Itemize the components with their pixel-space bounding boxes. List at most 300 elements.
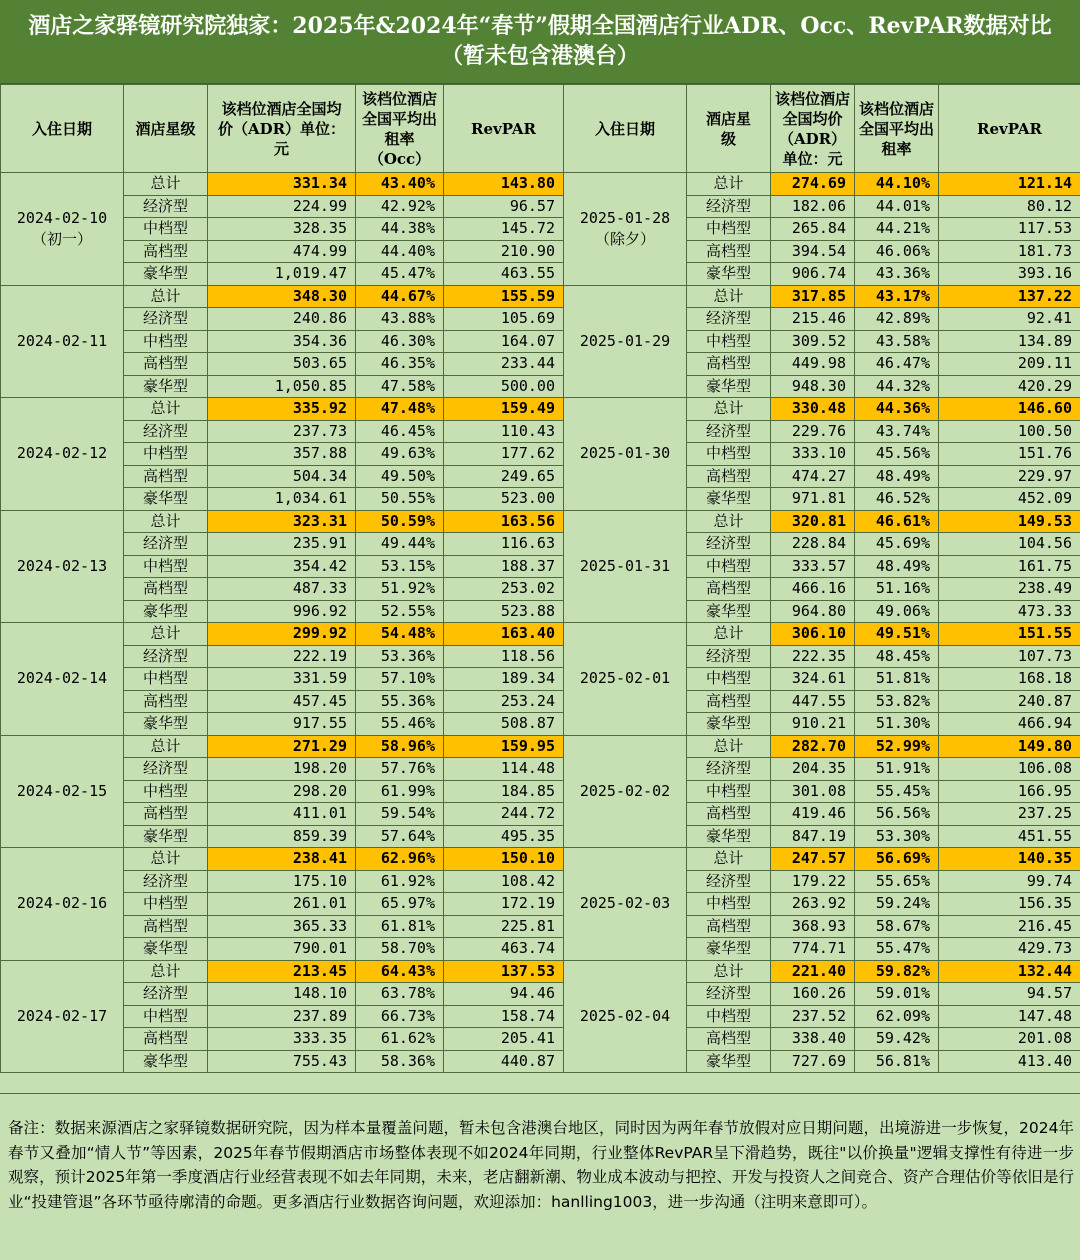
table-row: [1, 420, 1080, 443]
adr-2025-cell: 466.16: [771, 578, 855, 601]
star-2025-cell: 高档型: [687, 353, 771, 376]
revpar-2025-cell: 121.14: [939, 173, 1080, 196]
adr-2025-cell: 948.30: [771, 375, 855, 398]
header-star-2025: 酒店星级: [687, 85, 771, 173]
adr-2024-cell: 299.92: [208, 623, 356, 646]
revpar-2025-cell: 140.35: [939, 848, 1080, 871]
adr-2024-cell: 1,019.47: [208, 263, 356, 286]
occ-2025-cell: 46.47%: [855, 353, 939, 376]
checkin-date-2025: [564, 848, 687, 961]
revpar-2024-cell: 150.10: [444, 848, 564, 871]
adr-2024-cell: 365.33: [208, 915, 356, 938]
adr-2025-cell: 247.57: [771, 848, 855, 871]
revpar-2025-cell: 99.74: [939, 870, 1080, 893]
occ-2025-cell: 46.06%: [855, 240, 939, 263]
date-2024-label: 2024-02-16: [16, 894, 108, 913]
revpar-2025-cell: 393.16: [939, 263, 1080, 286]
header-revpar-2025: RevPAR: [939, 85, 1080, 173]
star-2024-cell: 经济型: [124, 645, 208, 668]
revpar-2025-cell: 161.75: [939, 555, 1080, 578]
revpar-2024-cell: 523.00: [444, 488, 564, 511]
date-2025-label: 2025-01-30: [579, 444, 671, 463]
date-2025-label: 2025-02-01: [579, 669, 671, 688]
revpar-2025-cell: 166.95: [939, 780, 1080, 803]
occ-2024-cell: 49.44%: [356, 533, 444, 556]
header-star-2024: 酒店星级: [124, 85, 208, 173]
adr-2025-cell: 263.92: [771, 893, 855, 916]
date-2024-label: 2024-02-15: [16, 781, 108, 800]
revpar-2025-cell: 420.29: [939, 375, 1080, 398]
occ-2024-cell: 47.58%: [356, 375, 444, 398]
checkin-date-2025: [564, 398, 687, 511]
star-2024-cell: 总计: [124, 510, 208, 533]
hotel-data-table: [0, 84, 1080, 1073]
star-2025-cell: 经济型: [687, 645, 771, 668]
occ-2025-cell: 52.99%: [855, 735, 939, 758]
adr-2024-cell: 298.20: [208, 780, 356, 803]
occ-2024-cell: 52.55%: [356, 600, 444, 623]
occ-2025-cell: 55.45%: [855, 780, 939, 803]
adr-2025-cell: 274.69: [771, 173, 855, 196]
occ-2025-cell: 58.67%: [855, 915, 939, 938]
star-2024-cell: 高档型: [124, 1028, 208, 1051]
table-row: [1, 308, 1080, 331]
star-2025-cell: 总计: [687, 623, 771, 646]
revpar-2025-cell: 201.08: [939, 1028, 1080, 1051]
star-2024-cell: 中档型: [124, 780, 208, 803]
revpar-2024-cell: 159.49: [444, 398, 564, 421]
adr-2025-cell: 394.54: [771, 240, 855, 263]
date-2024-label: 2024-02-17: [16, 1006, 108, 1025]
adr-2025-cell: 906.74: [771, 263, 855, 286]
revpar-2024-cell: 244.72: [444, 803, 564, 826]
occ-2025-cell: 62.09%: [855, 1005, 939, 1028]
occ-2025-cell: 51.91%: [855, 758, 939, 781]
adr-2025-cell: 419.46: [771, 803, 855, 826]
adr-2024-cell: 237.89: [208, 1005, 356, 1028]
revpar-2024-cell: 110.43: [444, 420, 564, 443]
occ-2025-cell: 48.49%: [855, 555, 939, 578]
star-2024-cell: 中档型: [124, 668, 208, 691]
star-2025-cell: 经济型: [687, 870, 771, 893]
star-2024-cell: 豪华型: [124, 825, 208, 848]
table-row: [1, 1050, 1080, 1073]
star-2025-cell: 豪华型: [687, 375, 771, 398]
star-2025-cell: 豪华型: [687, 713, 771, 736]
occ-2024-cell: 58.70%: [356, 938, 444, 961]
date-2024-label: 2024-02-11: [16, 331, 108, 350]
star-2024-cell: 豪华型: [124, 713, 208, 736]
revpar-2025-cell: 229.97: [939, 465, 1080, 488]
table-row: [1, 623, 1080, 646]
header-occ-2025: 该档位酒店全国平均出租率: [855, 85, 939, 173]
revpar-2025-cell: 429.73: [939, 938, 1080, 961]
revpar-2024-cell: 440.87: [444, 1050, 564, 1073]
adr-2025-cell: 330.48: [771, 398, 855, 421]
star-2025-cell: 中档型: [687, 1005, 771, 1028]
star-2024-cell: 总计: [124, 285, 208, 308]
adr-2024-cell: 457.45: [208, 690, 356, 713]
occ-2024-cell: 63.78%: [356, 983, 444, 1006]
revpar-2024-cell: 94.46: [444, 983, 564, 1006]
revpar-2025-cell: 240.87: [939, 690, 1080, 713]
star-2025-cell: 豪华型: [687, 600, 771, 623]
revpar-2025-cell: 80.12: [939, 195, 1080, 218]
adr-2025-cell: 221.40: [771, 960, 855, 983]
star-2024-cell: 经济型: [124, 533, 208, 556]
table-row: [1, 758, 1080, 781]
revpar-2025-cell: 209.11: [939, 353, 1080, 376]
table-row: [1, 893, 1080, 916]
star-2025-cell: 豪华型: [687, 488, 771, 511]
star-2024-cell: 总计: [124, 623, 208, 646]
occ-2025-cell: 43.36%: [855, 263, 939, 286]
adr-2024-cell: 331.34: [208, 173, 356, 196]
table-row: [1, 735, 1080, 758]
star-2025-cell: 总计: [687, 848, 771, 871]
revpar-2025-cell: 100.50: [939, 420, 1080, 443]
occ-2025-cell: 59.01%: [855, 983, 939, 1006]
adr-2024-cell: 411.01: [208, 803, 356, 826]
checkin-date-2024: [1, 398, 124, 511]
adr-2025-cell: 449.98: [771, 353, 855, 376]
adr-2024-cell: 222.19: [208, 645, 356, 668]
star-2025-cell: 高档型: [687, 915, 771, 938]
occ-2024-cell: 53.36%: [356, 645, 444, 668]
revpar-2025-cell: 117.53: [939, 218, 1080, 241]
star-2025-cell: 总计: [687, 735, 771, 758]
star-2025-cell: 中档型: [687, 555, 771, 578]
table-row: [1, 825, 1080, 848]
occ-2024-cell: 55.36%: [356, 690, 444, 713]
revpar-2025-cell: 106.08: [939, 758, 1080, 781]
adr-2025-cell: 237.52: [771, 1005, 855, 1028]
star-2025-cell: 高档型: [687, 1028, 771, 1051]
adr-2024-cell: 348.30: [208, 285, 356, 308]
occ-2024-cell: 51.92%: [356, 578, 444, 601]
table-row: [1, 938, 1080, 961]
adr-2025-cell: 160.26: [771, 983, 855, 1006]
revpar-2025-cell: 137.22: [939, 285, 1080, 308]
occ-2025-cell: 46.52%: [855, 488, 939, 511]
date-2025-label: 2025-01-31: [579, 556, 671, 575]
table-row: [1, 263, 1080, 286]
star-2025-cell: 经济型: [687, 533, 771, 556]
adr-2025-cell: 847.19: [771, 825, 855, 848]
table-row: [1, 915, 1080, 938]
occ-2025-cell: 51.81%: [855, 668, 939, 691]
star-2024-cell: 中档型: [124, 893, 208, 916]
revpar-2024-cell: 249.65: [444, 465, 564, 488]
revpar-2024-cell: 105.69: [444, 308, 564, 331]
occ-2024-cell: 65.97%: [356, 893, 444, 916]
revpar-2025-cell: 216.45: [939, 915, 1080, 938]
revpar-2024-cell: 155.59: [444, 285, 564, 308]
adr-2024-cell: 333.35: [208, 1028, 356, 1051]
star-2024-cell: 总计: [124, 173, 208, 196]
adr-2025-cell: 282.70: [771, 735, 855, 758]
occ-2024-cell: 43.40%: [356, 173, 444, 196]
table-row: [1, 285, 1080, 308]
revpar-2024-cell: 137.53: [444, 960, 564, 983]
adr-2024-cell: 213.45: [208, 960, 356, 983]
occ-2024-cell: 62.96%: [356, 848, 444, 871]
adr-2024-cell: 354.36: [208, 330, 356, 353]
adr-2025-cell: 265.84: [771, 218, 855, 241]
star-2024-cell: 高档型: [124, 690, 208, 713]
adr-2024-cell: 271.29: [208, 735, 356, 758]
table-row: [1, 690, 1080, 713]
table-row: [1, 443, 1080, 466]
occ-2025-cell: 44.32%: [855, 375, 939, 398]
occ-2025-cell: 59.24%: [855, 893, 939, 916]
star-2024-cell: 中档型: [124, 218, 208, 241]
star-2024-cell: 经济型: [124, 195, 208, 218]
date-2025-label: 2025-01-28: [579, 208, 671, 227]
star-2024-cell: 高档型: [124, 240, 208, 263]
star-2025-cell: 经济型: [687, 983, 771, 1006]
header-adr-2025: 该档位酒店全国均价（ADR）单位：元: [771, 85, 855, 173]
occ-2024-cell: 50.55%: [356, 488, 444, 511]
occ-2024-cell: 46.30%: [356, 330, 444, 353]
revpar-2025-cell: 149.53: [939, 510, 1080, 533]
star-2024-cell: 豪华型: [124, 1050, 208, 1073]
table-row: [1, 1028, 1080, 1051]
date-2024-holiday: （初一）: [31, 229, 92, 248]
occ-2025-cell: 49.51%: [855, 623, 939, 646]
table-row: [1, 848, 1080, 871]
adr-2024-cell: 1,050.85: [208, 375, 356, 398]
star-2025-cell: 豪华型: [687, 938, 771, 961]
header-revpar-2024: RevPAR: [444, 85, 564, 173]
occ-2024-cell: 57.76%: [356, 758, 444, 781]
adr-2024-cell: 148.10: [208, 983, 356, 1006]
table-row: [1, 240, 1080, 263]
star-2024-cell: 豪华型: [124, 600, 208, 623]
star-2025-cell: 总计: [687, 960, 771, 983]
occ-2024-cell: 49.63%: [356, 443, 444, 466]
header-row: [1, 85, 1080, 173]
occ-2024-cell: 57.64%: [356, 825, 444, 848]
star-2025-cell: 中档型: [687, 780, 771, 803]
star-2024-cell: 中档型: [124, 1005, 208, 1028]
star-2024-cell: 经济型: [124, 983, 208, 1006]
page-title: 酒店之家驿镜研究院独家：2025年&2024年“春节”假期全国酒店行业ADR、Occ、RevPAR数据对比（暂未包含港澳台）: [0, 0, 1080, 84]
checkin-date-2024: [1, 735, 124, 848]
table-row: [1, 330, 1080, 353]
revpar-2025-cell: 147.48: [939, 1005, 1080, 1028]
occ-2024-cell: 61.81%: [356, 915, 444, 938]
adr-2025-cell: 306.10: [771, 623, 855, 646]
occ-2025-cell: 44.21%: [855, 218, 939, 241]
date-2024-label: 2024-02-14: [16, 669, 108, 688]
occ-2024-cell: 59.54%: [356, 803, 444, 826]
revpar-2024-cell: 164.07: [444, 330, 564, 353]
revpar-2025-cell: 104.56: [939, 533, 1080, 556]
occ-2025-cell: 43.17%: [855, 285, 939, 308]
revpar-2025-cell: 156.35: [939, 893, 1080, 916]
revpar-2025-cell: 168.18: [939, 668, 1080, 691]
table-row: [1, 488, 1080, 511]
adr-2024-cell: 237.73: [208, 420, 356, 443]
revpar-2024-cell: 116.63: [444, 533, 564, 556]
occ-2024-cell: 61.62%: [356, 1028, 444, 1051]
star-2025-cell: 经济型: [687, 195, 771, 218]
revpar-2025-cell: 466.94: [939, 713, 1080, 736]
occ-2025-cell: 44.01%: [855, 195, 939, 218]
adr-2024-cell: 357.88: [208, 443, 356, 466]
adr-2025-cell: 338.40: [771, 1028, 855, 1051]
header-adr-2024: 该档位酒店全国均价（ADR）单位：元: [208, 85, 356, 173]
occ-2024-cell: 58.36%: [356, 1050, 444, 1073]
occ-2024-cell: 57.10%: [356, 668, 444, 691]
revpar-2025-cell: 92.41: [939, 308, 1080, 331]
occ-2025-cell: 56.69%: [855, 848, 939, 871]
revpar-2024-cell: 225.81: [444, 915, 564, 938]
star-2024-cell: 豪华型: [124, 488, 208, 511]
checkin-date-2024: [1, 510, 124, 623]
table-row: [1, 645, 1080, 668]
star-2024-cell: 中档型: [124, 555, 208, 578]
adr-2024-cell: 487.33: [208, 578, 356, 601]
star-2025-cell: 总计: [687, 510, 771, 533]
star-2024-cell: 总计: [124, 960, 208, 983]
revpar-2025-cell: 146.60: [939, 398, 1080, 421]
adr-2024-cell: 235.91: [208, 533, 356, 556]
checkin-date-2025: [564, 623, 687, 736]
footnote: 备注：数据来源酒店之家驿镜数据研究院，因为样本量覆盖问题，暂未包含港澳台地区，同时因为两年春节放假对应日期问题，出境游进一步恢复，2024年春节又叠加“情人节”等因素，2025年春节假期酒店市场整体表现不如2024年同期，行业整体RevPAR呈下滑趋势，既往"以价换量"逻辑支撑性有待进一步观察，预计2025年第一季度酒店行业经营表现不如去年同期，未来，老店翻新潮、物业成本波动与把控、开发与投资人之间竞合、资产合理估价等依旧是行业“投建管退”各环节亟待廓清的命题。更多酒店行业数据咨询问题，欢迎添加：hanlling1003，进一步沟通（注明来意即可）。: [0, 1093, 1080, 1260]
adr-2024-cell: 503.65: [208, 353, 356, 376]
occ-2024-cell: 55.46%: [356, 713, 444, 736]
table-row: [1, 398, 1080, 421]
checkin-date-2024: [1, 848, 124, 961]
star-2024-cell: 中档型: [124, 443, 208, 466]
table-row: [1, 713, 1080, 736]
revpar-2025-cell: 473.33: [939, 600, 1080, 623]
adr-2025-cell: 301.08: [771, 780, 855, 803]
adr-2024-cell: 224.99: [208, 195, 356, 218]
revpar-2025-cell: 132.44: [939, 960, 1080, 983]
star-2025-cell: 高档型: [687, 240, 771, 263]
revpar-2024-cell: 500.00: [444, 375, 564, 398]
adr-2025-cell: 333.57: [771, 555, 855, 578]
star-2024-cell: 中档型: [124, 330, 208, 353]
star-2025-cell: 高档型: [687, 465, 771, 488]
adr-2025-cell: 474.27: [771, 465, 855, 488]
adr-2024-cell: 261.01: [208, 893, 356, 916]
star-2025-cell: 豪华型: [687, 263, 771, 286]
occ-2024-cell: 43.88%: [356, 308, 444, 331]
star-2025-cell: 高档型: [687, 578, 771, 601]
adr-2025-cell: 971.81: [771, 488, 855, 511]
revpar-2024-cell: 159.95: [444, 735, 564, 758]
occ-2024-cell: 45.47%: [356, 263, 444, 286]
adr-2025-cell: 222.35: [771, 645, 855, 668]
revpar-2024-cell: 114.48: [444, 758, 564, 781]
revpar-2024-cell: 463.55: [444, 263, 564, 286]
star-2024-cell: 经济型: [124, 308, 208, 331]
adr-2025-cell: 774.71: [771, 938, 855, 961]
adr-2025-cell: 333.10: [771, 443, 855, 466]
star-2024-cell: 高档型: [124, 578, 208, 601]
occ-2025-cell: 44.10%: [855, 173, 939, 196]
occ-2025-cell: 45.56%: [855, 443, 939, 466]
adr-2025-cell: 447.55: [771, 690, 855, 713]
occ-2024-cell: 42.92%: [356, 195, 444, 218]
revpar-2024-cell: 210.90: [444, 240, 564, 263]
revpar-2025-cell: 238.49: [939, 578, 1080, 601]
star-2025-cell: 中档型: [687, 443, 771, 466]
occ-2025-cell: 45.69%: [855, 533, 939, 556]
checkin-date-2025: [564, 960, 687, 1073]
adr-2024-cell: 335.92: [208, 398, 356, 421]
revpar-2024-cell: 253.24: [444, 690, 564, 713]
table-row: [1, 555, 1080, 578]
star-2025-cell: 中档型: [687, 330, 771, 353]
adr-2025-cell: 309.52: [771, 330, 855, 353]
adr-2024-cell: 323.31: [208, 510, 356, 533]
header-date-2024: 入住日期: [1, 85, 124, 173]
table-row: [1, 195, 1080, 218]
star-2025-cell: 中档型: [687, 893, 771, 916]
star-2024-cell: 经济型: [124, 758, 208, 781]
adr-2024-cell: 331.59: [208, 668, 356, 691]
date-2025-label: 2025-02-02: [579, 781, 671, 800]
date-2025-label: 2025-02-04: [579, 1006, 671, 1025]
adr-2024-cell: 917.55: [208, 713, 356, 736]
table-row: [1, 173, 1080, 196]
adr-2024-cell: 859.39: [208, 825, 356, 848]
revpar-2024-cell: 508.87: [444, 713, 564, 736]
occ-2024-cell: 61.92%: [356, 870, 444, 893]
revpar-2025-cell: 451.55: [939, 825, 1080, 848]
occ-2025-cell: 55.47%: [855, 938, 939, 961]
revpar-2024-cell: 495.35: [444, 825, 564, 848]
revpar-2024-cell: 463.74: [444, 938, 564, 961]
table-row: [1, 870, 1080, 893]
table-row: [1, 1005, 1080, 1028]
revpar-2024-cell: 188.37: [444, 555, 564, 578]
star-2025-cell: 豪华型: [687, 825, 771, 848]
star-2024-cell: 高档型: [124, 915, 208, 938]
star-2025-cell: 经济型: [687, 308, 771, 331]
revpar-2025-cell: 151.55: [939, 623, 1080, 646]
star-2025-cell: 高档型: [687, 803, 771, 826]
adr-2024-cell: 328.35: [208, 218, 356, 241]
table-row: [1, 983, 1080, 1006]
occ-2025-cell: 53.30%: [855, 825, 939, 848]
date-2024-label: 2024-02-13: [16, 556, 108, 575]
star-2025-cell: 中档型: [687, 218, 771, 241]
revpar-2024-cell: 163.40: [444, 623, 564, 646]
occ-2024-cell: 64.43%: [356, 960, 444, 983]
revpar-2024-cell: 96.57: [444, 195, 564, 218]
adr-2025-cell: 368.93: [771, 915, 855, 938]
occ-2025-cell: 53.82%: [855, 690, 939, 713]
revpar-2024-cell: 145.72: [444, 218, 564, 241]
checkin-date-2024: [1, 960, 124, 1073]
table-row: [1, 578, 1080, 601]
star-2024-cell: 豪华型: [124, 375, 208, 398]
occ-2025-cell: 55.65%: [855, 870, 939, 893]
adr-2024-cell: 354.42: [208, 555, 356, 578]
revpar-2024-cell: 233.44: [444, 353, 564, 376]
occ-2025-cell: 59.82%: [855, 960, 939, 983]
date-2024-label: 2024-02-12: [16, 444, 108, 463]
adr-2025-cell: 179.22: [771, 870, 855, 893]
revpar-2024-cell: 523.88: [444, 600, 564, 623]
table-row: [1, 960, 1080, 983]
